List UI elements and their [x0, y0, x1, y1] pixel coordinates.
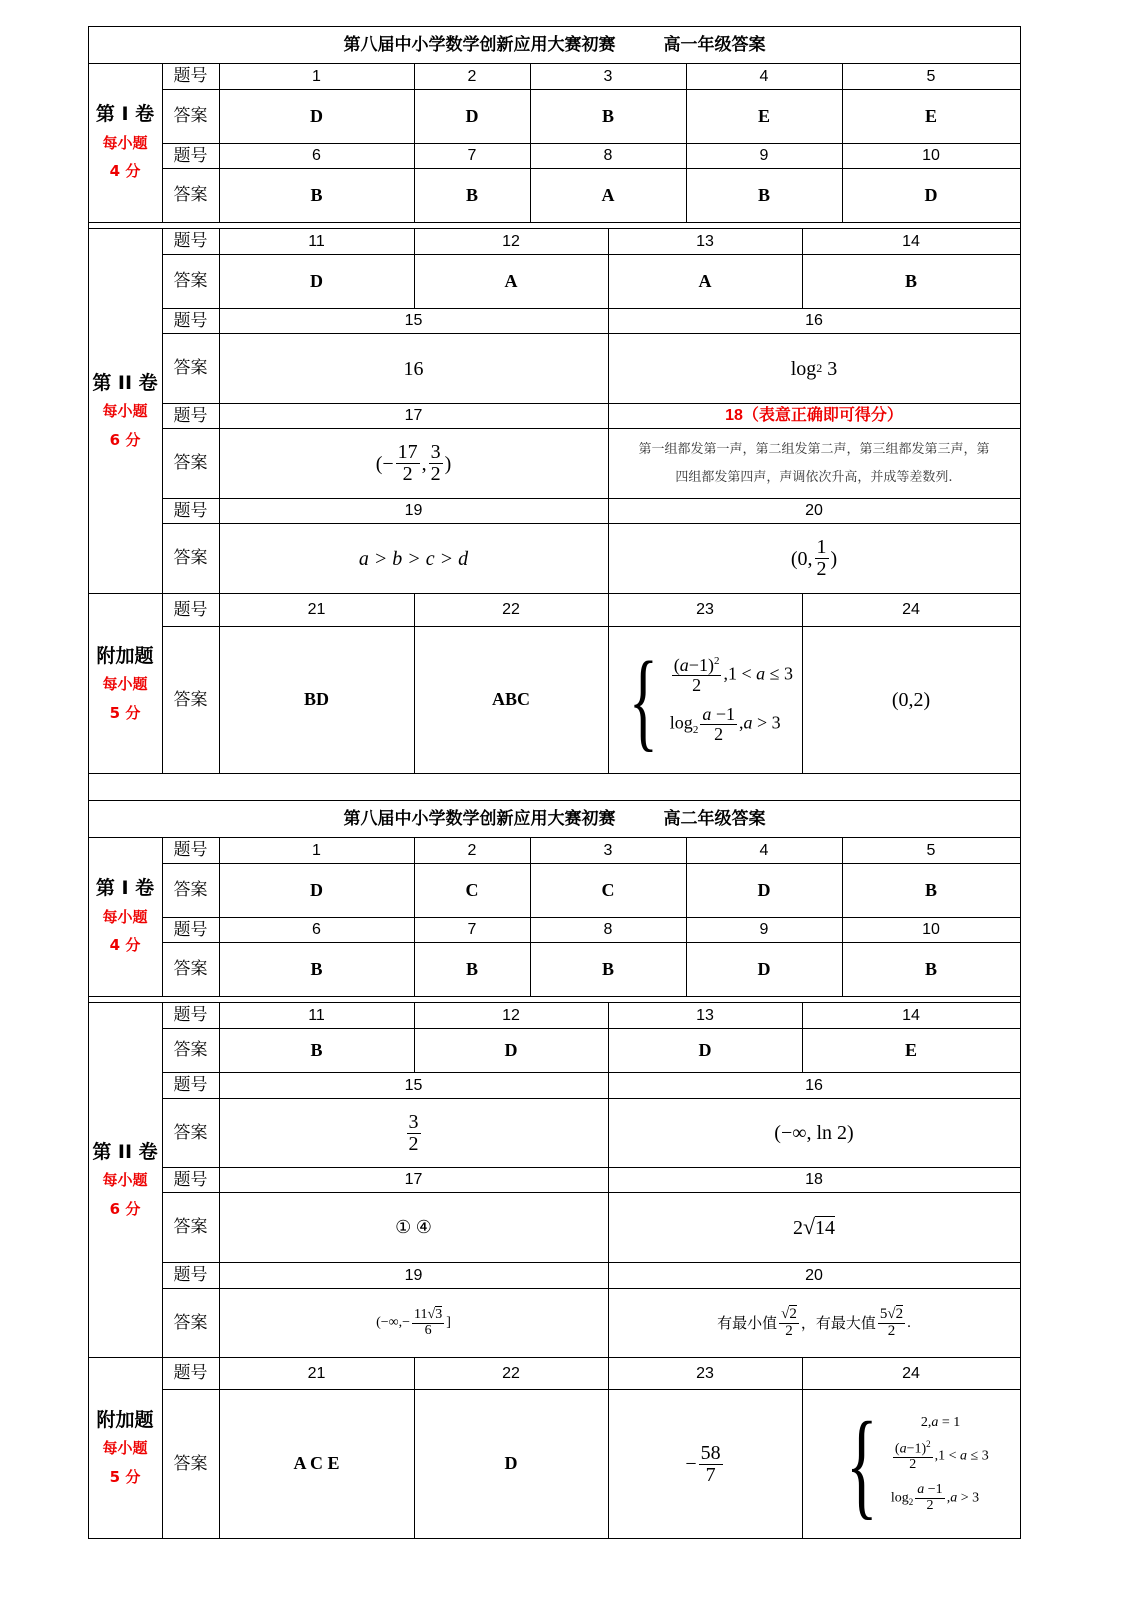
label-answer: 答案 — [173, 1217, 208, 1238]
label-answer: 答案 — [173, 548, 208, 569]
answer-value: A C E — [293, 1453, 340, 1474]
answer-value: D — [757, 879, 771, 900]
question-number: 21 — [307, 1364, 326, 1382]
label-answer: 答案 — [173, 959, 208, 980]
answer-value: A — [504, 270, 518, 291]
answer-value: B — [904, 270, 917, 291]
question-number: 11 — [308, 1006, 325, 1024]
question-number: 23 — [696, 1364, 714, 1382]
label-question: 题号 — [173, 145, 208, 166]
label-question: 题号 — [173, 1169, 208, 1190]
label-question: 题号 — [173, 599, 208, 620]
question-number: 22 — [502, 601, 520, 619]
question-number: 18 — [805, 1171, 823, 1189]
answer-value: D — [504, 1453, 518, 1474]
section-juan2-name: 第 II 卷 — [92, 1140, 158, 1163]
question-number: 10 — [922, 147, 940, 165]
label-answer: 答案 — [173, 106, 208, 127]
answer-value: 16 — [403, 357, 424, 380]
question-number: 5 — [926, 67, 936, 85]
question-number-18: 18 （表意正确即可得分） — [725, 407, 903, 425]
label-answer: 答案 — [173, 1453, 208, 1474]
answer-value: D — [698, 1039, 712, 1060]
question-number: 8 — [603, 921, 613, 939]
question-number: 19 — [404, 1266, 423, 1284]
section-juan2-score: 6 分 — [109, 1199, 141, 1218]
question-number: 2 — [467, 67, 477, 85]
answer-value: B — [310, 184, 323, 205]
question-number: 11 — [308, 232, 325, 250]
question-number: 8 — [603, 147, 613, 165]
answer-formula-17: (− $\frac{17}{2}$ , $\frac{3}{2}$ ) — [375, 441, 452, 485]
answer-value: E — [904, 1039, 917, 1060]
question-number: 9 — [759, 147, 769, 165]
answer-value: C — [465, 879, 479, 900]
answer-value: A — [601, 184, 615, 205]
label-answer: 答案 — [173, 358, 208, 379]
answer-value: (−∞, ln 2) — [774, 1122, 854, 1144]
label-question: 题号 — [173, 405, 208, 426]
answer-formula-15: $\frac{3}{2}$ — [408, 1110, 419, 1155]
answer-value: A — [698, 270, 712, 291]
question-number: 7 — [467, 147, 477, 165]
question-number: 3 — [603, 841, 613, 859]
question-number: 5 — [926, 841, 936, 859]
answer-value: D — [465, 105, 479, 126]
section-juan2-per: 每小题 — [102, 401, 148, 420]
answer-value: D — [757, 958, 771, 979]
label-question: 题号 — [173, 1363, 208, 1384]
question-number: 14 — [902, 232, 920, 250]
question-number: 20 — [805, 502, 823, 520]
answer-value: B — [310, 1039, 323, 1060]
question-number: 9 — [759, 921, 769, 939]
section-extra-per: 每小题 — [102, 674, 148, 693]
question-number: 17 — [404, 407, 423, 425]
table-grade: 高一年级答案 — [663, 34, 766, 55]
answer-value: B — [601, 105, 614, 126]
answer-value: B — [924, 958, 937, 979]
question-number: 7 — [467, 921, 477, 939]
label-answer: 答案 — [173, 1040, 208, 1061]
answer-value: B — [310, 958, 323, 979]
answer-piecewise-24: { 2,a = 1 $\frac{(a-1)^2}{2}$ ,1 < a ≤ 3 $\log_2$ $\frac{a -1}{2}$ ,a > 3 — [846, 1397, 989, 1530]
section-juan1-name: 第 I 卷 — [95, 102, 155, 125]
answer-formula-19: (−∞,− $\frac{11√3}{6}$ ] — [376, 1306, 451, 1338]
label-answer: 答案 — [173, 689, 208, 710]
question-number: 19 — [404, 502, 423, 520]
label-answer: 答案 — [173, 271, 208, 292]
answer-value: E — [757, 105, 770, 126]
label-answer: 答案 — [173, 1122, 208, 1143]
question-number: 24 — [902, 1364, 920, 1382]
label-question: 题号 — [173, 1075, 208, 1096]
question-number: 13 — [696, 232, 714, 250]
question-number: 24 — [902, 601, 920, 619]
label-answer: 答案 — [173, 453, 208, 474]
section-juan1-per: 每小题 — [102, 133, 148, 152]
question-number: 4 — [759, 67, 769, 85]
label-question: 题号 — [173, 1005, 208, 1026]
question-number: 10 — [922, 921, 940, 939]
question-number: 21 — [307, 601, 326, 619]
answer-text-18: 第一组都发第一声，第二组发第二声，第三组都发第三声，第 四组都发第四声，声调依次升高，并成等差数列. — [638, 441, 990, 485]
answer-value: log 2 3 — [790, 357, 838, 380]
answer-value: B — [465, 184, 478, 205]
answer-value: BD — [303, 689, 329, 710]
section-juan2-score: 6 分 — [109, 430, 141, 449]
label-question: 题号 — [173, 500, 208, 521]
answer-formula-23: − $\frac{58}{7}$ — [685, 1441, 721, 1486]
answer-formula-18: 2 √ 14 — [792, 1214, 836, 1240]
label-question: 题号 — [173, 919, 208, 940]
label-answer: 答案 — [173, 1312, 208, 1333]
section-extra-name: 附加题 — [96, 644, 154, 667]
answer-value: a > b > c > d — [358, 547, 469, 570]
question-number: 6 — [312, 921, 321, 939]
label-question: 题号 — [173, 231, 208, 252]
answer-value: B — [757, 184, 770, 205]
question-number: 13 — [696, 1006, 714, 1024]
question-number: 16 — [805, 1076, 823, 1094]
question-number: 2 — [467, 841, 477, 859]
answer-formula-20: (0, $\frac{1}{2}$ ) — [790, 536, 838, 580]
section-juan2-per: 每小题 — [102, 1170, 148, 1189]
answer-value: E — [924, 105, 937, 126]
answer-value: B — [924, 879, 937, 900]
section-juan1-score: 4 分 — [109, 935, 141, 954]
table-grade: 高二年级答案 — [663, 808, 766, 829]
answer-value: D — [310, 879, 323, 900]
answer-value: D — [504, 1039, 518, 1060]
answer-value: ABC — [491, 689, 530, 710]
answer-formula-20: 有最小值 $\frac{√2}{2}$ ， 有最大值 $\frac{5√2}{2}$ . — [717, 1305, 911, 1339]
section-juan1-per: 每小题 — [102, 907, 148, 926]
section-extra-name: 附加题 — [96, 1408, 154, 1431]
section-juan1-score: 4 分 — [109, 161, 141, 180]
answer-value: C — [601, 879, 615, 900]
question-number: 1 — [312, 841, 321, 859]
answer-value: D — [310, 270, 323, 291]
question-number: 12 — [502, 1006, 520, 1024]
label-question: 题号 — [173, 66, 208, 87]
question-number: 4 — [759, 841, 769, 859]
question-number: 16 — [805, 312, 823, 330]
question-number: 17 — [404, 1171, 423, 1189]
label-question: 题号 — [173, 1265, 208, 1286]
answer-value: B — [601, 958, 614, 979]
question-number: 20 — [805, 1266, 823, 1284]
question-number: 6 — [312, 147, 321, 165]
question-number: 12 — [502, 232, 520, 250]
question-number: 3 — [603, 67, 613, 85]
label-answer: 答案 — [173, 880, 208, 901]
answer-value: B — [465, 958, 478, 979]
label-question: 题号 — [173, 840, 208, 861]
answer-piecewise-23: { $\frac{(a-1)^2}{2}$ ,1 < a ≤ 3 $\log_2$ $\frac{a -1}{2}$ ,a > 3 — [628, 639, 793, 761]
section-extra-per: 每小题 — [102, 1438, 148, 1457]
question-number: 15 — [404, 1076, 423, 1094]
label-answer: 答案 — [173, 185, 208, 206]
question-number: 14 — [902, 1006, 920, 1024]
question-number: 23 — [696, 601, 714, 619]
answer-value: (0,2) — [891, 689, 931, 711]
question-number: 1 — [312, 67, 321, 85]
label-question: 题号 — [173, 310, 208, 331]
section-extra-score: 5 分 — [109, 1467, 141, 1486]
answer-value: ① ④ — [395, 1216, 432, 1237]
table-title: 第八届中小学数学创新应用大赛初赛 — [343, 808, 616, 829]
section-juan2-name: 第 II 卷 — [92, 371, 158, 394]
section-juan1-name: 第 I 卷 — [95, 876, 155, 899]
question-number: 22 — [502, 1364, 520, 1382]
question-number: 15 — [404, 312, 423, 330]
section-extra-score: 5 分 — [109, 703, 141, 722]
answer-value: D — [310, 105, 323, 126]
table-title: 第八届中小学数学创新应用大赛初赛 — [343, 34, 616, 55]
answer-value: D — [924, 184, 938, 205]
